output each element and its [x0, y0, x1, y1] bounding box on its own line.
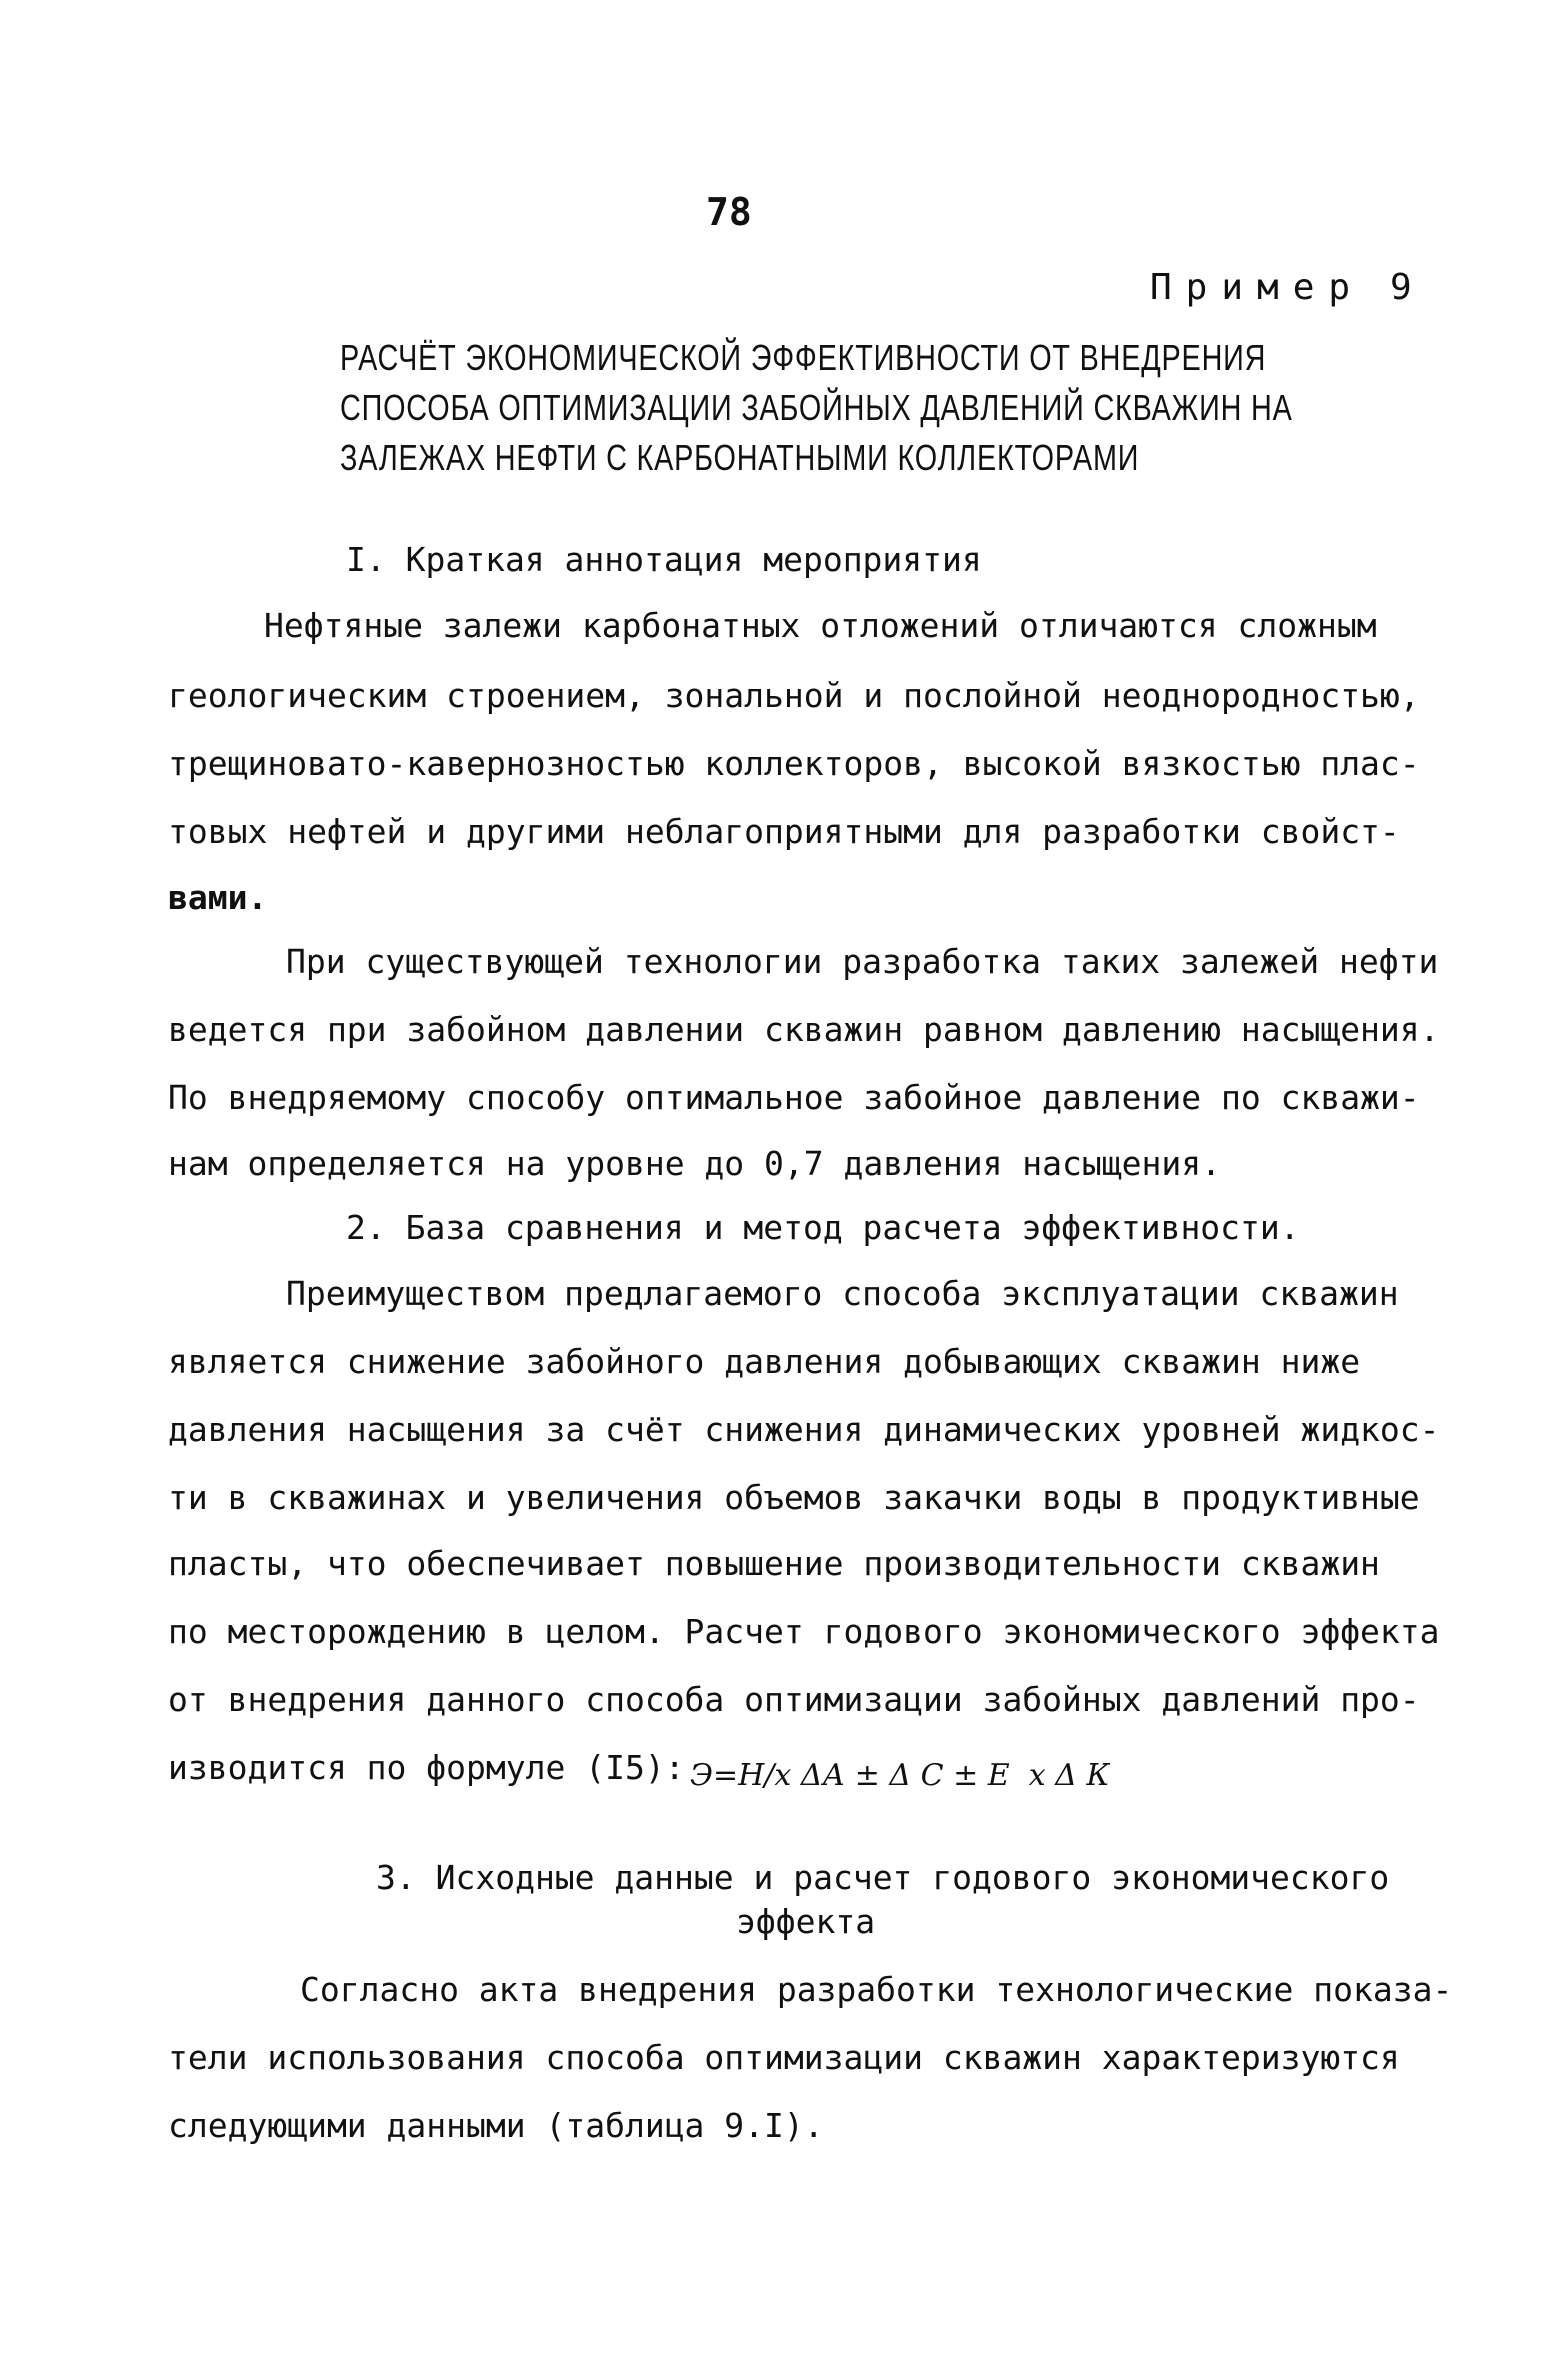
paragraph-line: вами.	[168, 878, 268, 917]
paragraph-line: тели использования способа оптимизации скважин характеризуются	[168, 2038, 1400, 2077]
section-heading: 3. Исходные данные и расчет годового экономического	[376, 1858, 1390, 1897]
paragraph-line: давления насыщения за счёт снижения динамических уровней жидкос-	[168, 1410, 1440, 1449]
paragraph-line: следующими данными (таблица 9.I).	[168, 2106, 824, 2145]
example-number: 9	[1390, 267, 1412, 308]
paragraph-line: Согласно акта внедрения разработки технологические показа-	[300, 1970, 1453, 2009]
paragraph-line: При существующей технологии разработка таких залежей нефти	[286, 942, 1439, 981]
example-label: Пример	[1150, 267, 1365, 308]
section-heading: I. Краткая аннотация мероприятия	[346, 540, 982, 579]
paragraph-line: Нефтяные залежи карбонатных отложений отличаются сложным	[264, 606, 1377, 645]
title-line: ЗАЛЕЖАХ НЕФТИ С КАРБОНАТНЫМИ КОЛЛЕКТОРАМИ	[340, 437, 1140, 478]
page-number: 78	[706, 190, 752, 234]
title-line: СПОСОБА ОПТИМИЗАЦИИ ЗАБОЙНЫХ ДАВЛЕНИЙ СКВАЖИН НА	[340, 387, 1293, 428]
paragraph-line: ведется при забойном давлении скважин равном давлению насыщения.	[168, 1010, 1440, 1049]
paragraph-line: товых нефтей и другими неблагоприятными для разработки свойст-	[168, 812, 1400, 851]
title-line: РАСЧЁТ ЭКОНОМИЧЕСКОЙ ЭФФЕКТИВНОСТИ ОТ ВНЕДРЕНИЯ	[340, 337, 1267, 378]
paragraph-line: изводится по формуле (I5):	[168, 1748, 685, 1787]
section-heading: 2. База сравнения и метод расчета эффективности.	[346, 1208, 1300, 1247]
paragraph-line: По внедряемому способу оптимальное забойное давление по скважи-	[168, 1078, 1420, 1117]
paragraph-line: Преимуществом предлагаемого способа эксплуатации скважин	[286, 1274, 1399, 1313]
paragraph-line: пласты, что обеспечивает повышение производительности скважин	[168, 1544, 1380, 1583]
paragraph-line: ти в скважинах и увеличения объемов закачки воды в продуктивные	[168, 1478, 1420, 1517]
paragraph-line: геологическим строением, зональной и послойной неоднородностью,	[168, 676, 1420, 715]
paragraph-line: является снижение забойного давления добывающих скважин ниже	[168, 1342, 1361, 1381]
section-heading: эффекта	[736, 1902, 876, 1941]
paragraph-line: трещиновато-кавернозностью коллекторов, высокой вязкостью плас-	[168, 744, 1420, 783]
paragraph-line: по месторождению в целом. Расчет годового экономического эффекта	[168, 1612, 1440, 1651]
paragraph-line: от внедрения данного способа оптимизации забойных давлений про-	[168, 1680, 1420, 1719]
economic-effect-formula: Э=Н/х ΔА ± Δ С ± Е х Δ К	[690, 1758, 1110, 1793]
paragraph-line: нам определяется на уровне до 0,7 давления насыщения.	[168, 1144, 1221, 1183]
